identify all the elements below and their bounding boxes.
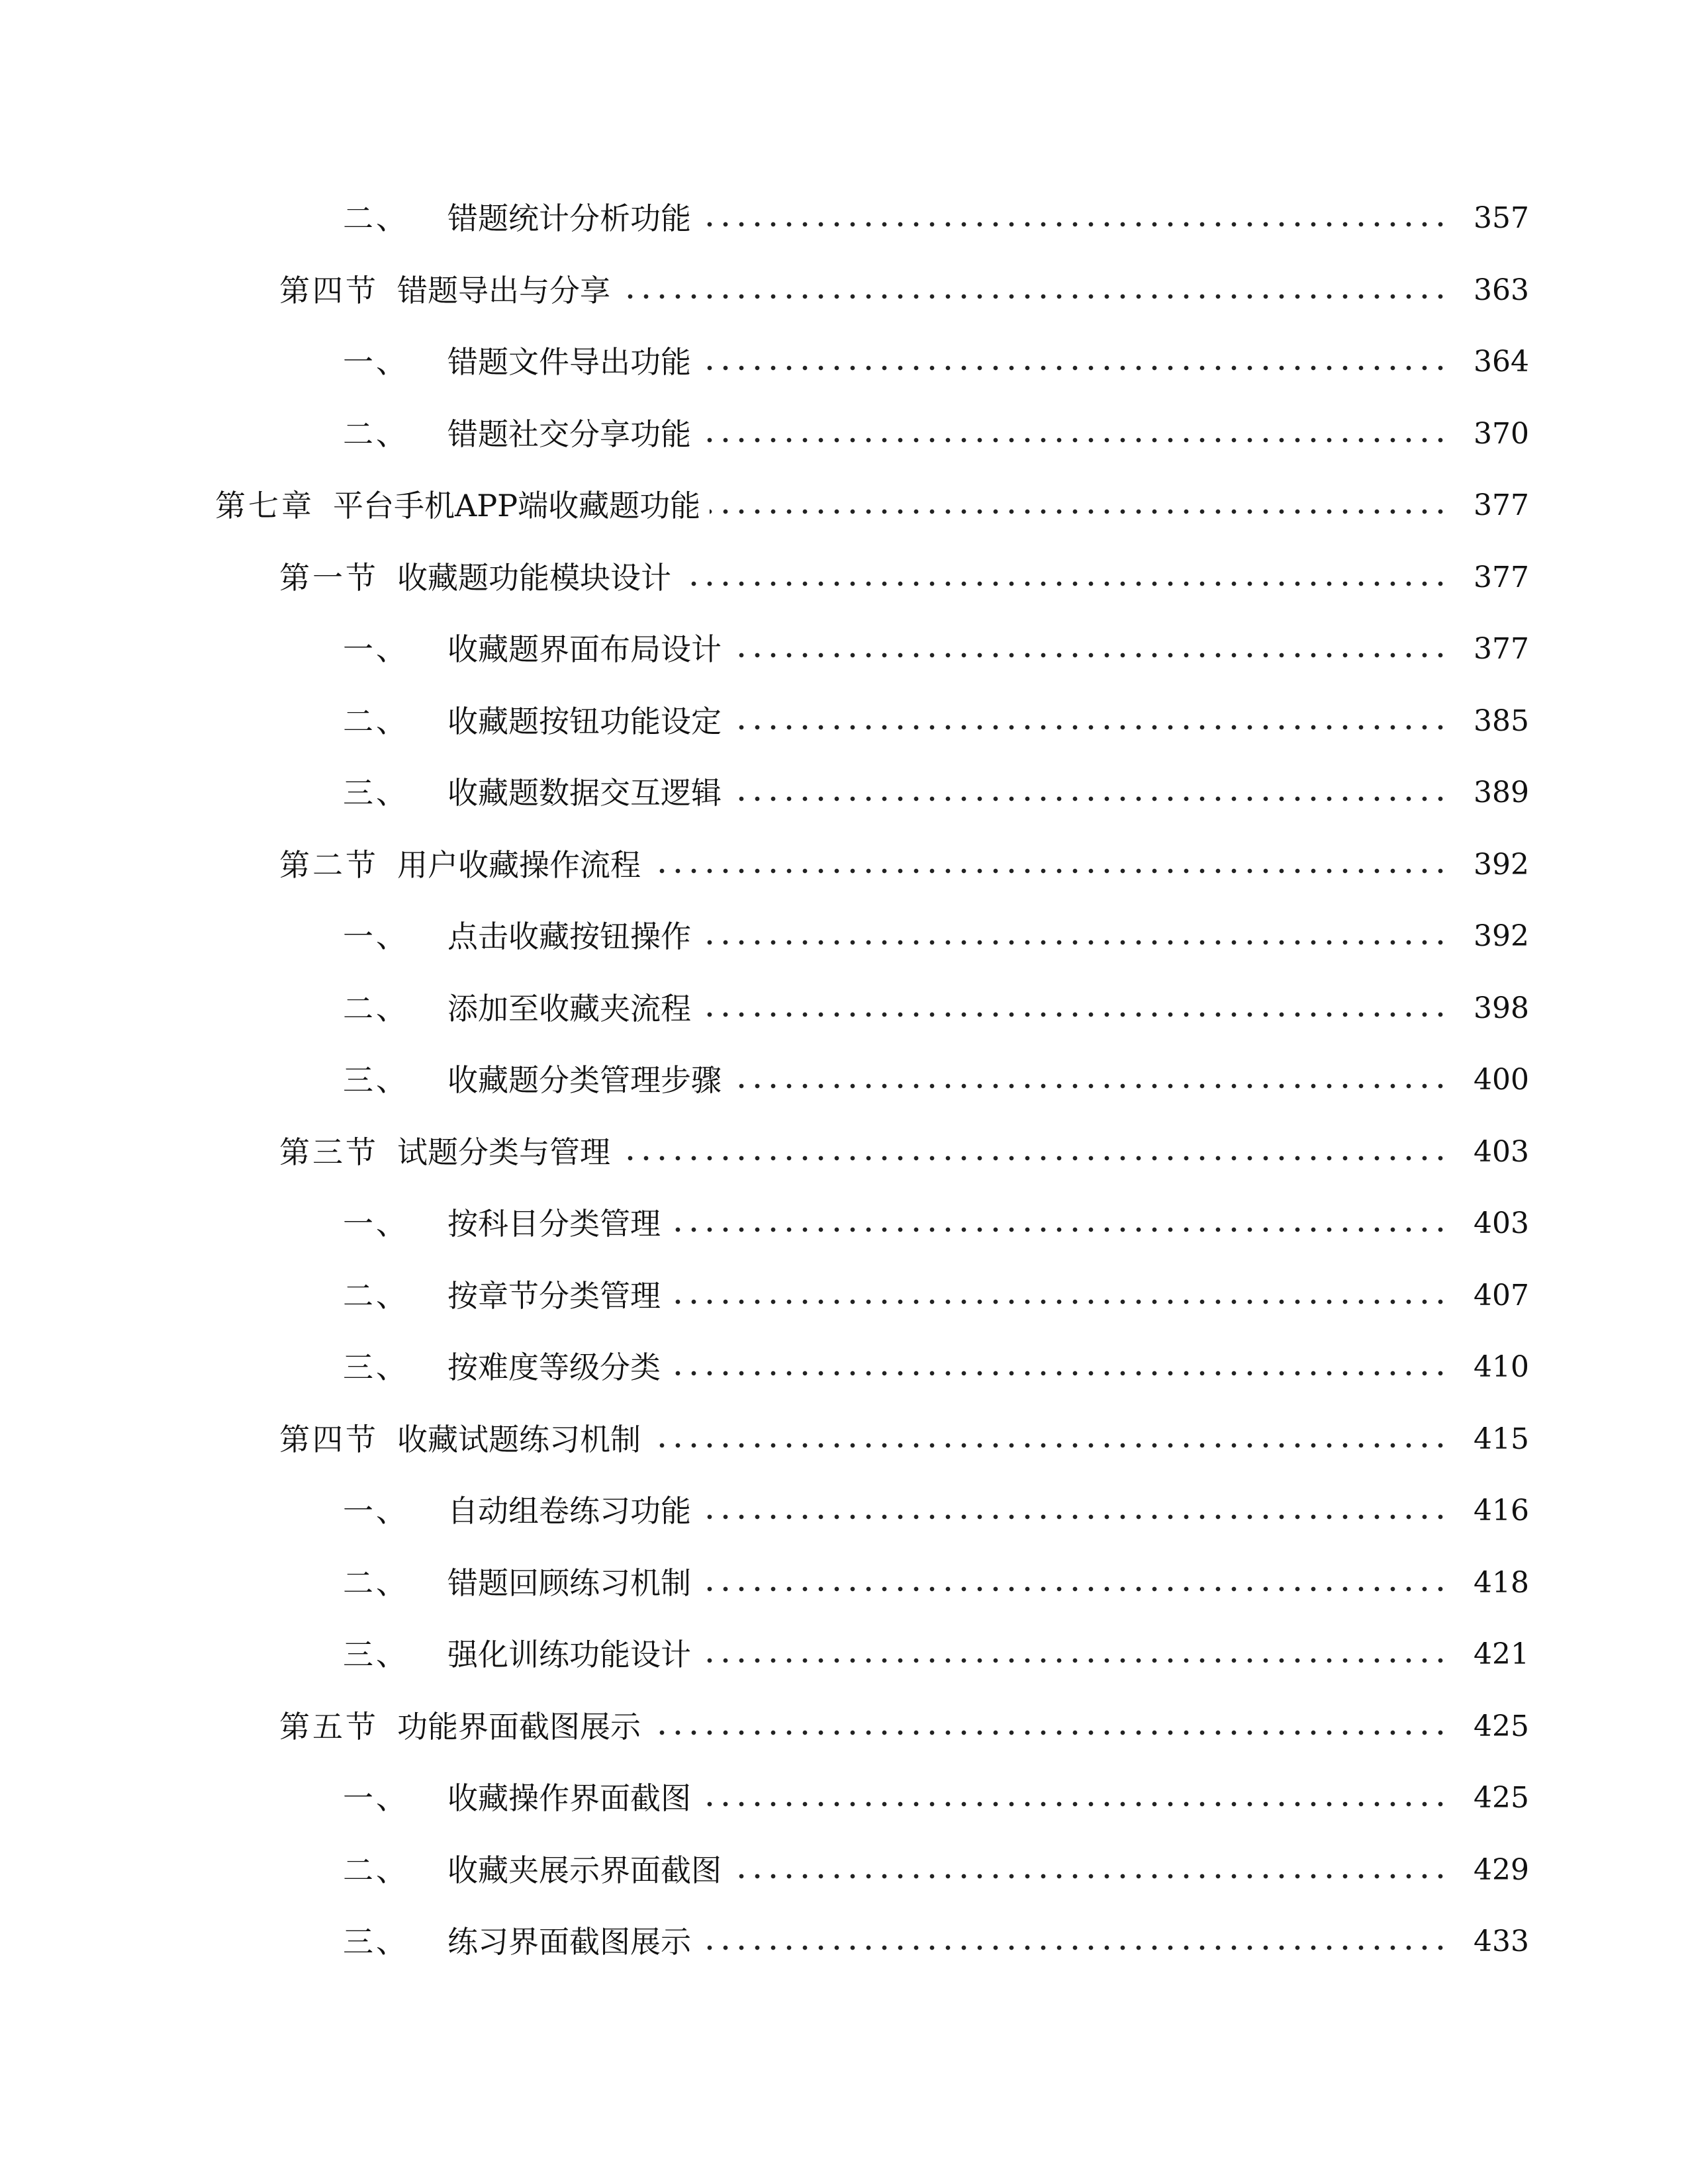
toc-entry-number: 一、 (343, 1780, 409, 1816)
toc-dot-leader (710, 479, 1448, 532)
toc-entry-title: 错题文件导出功能 (447, 344, 691, 380)
toc-entry-title: 试题分类与管理 (397, 1134, 610, 1170)
toc-entry-label (343, 766, 722, 819)
toc-entry[interactable] (0, 1700, 1688, 1753)
toc-entry[interactable] (0, 1197, 1688, 1250)
toc-entry[interactable] (0, 910, 1688, 963)
toc-page-number: 370 (1474, 416, 1529, 451)
toc-entry-label (343, 1772, 691, 1825)
toc-dot-leader (700, 336, 1448, 388)
toc-entry-title: 强化训练功能设计 (447, 1637, 691, 1672)
toc-entry-title: 错题统计分析功能 (447, 201, 691, 236)
toc-entry-number: 第三节 (279, 1134, 379, 1170)
toc-page-number: 429 (1474, 1852, 1529, 1887)
toc-page-number: 403 (1474, 1134, 1529, 1169)
toc-entry-number: 第四节 (279, 272, 379, 308)
toc-page-number: 433 (1474, 1925, 1529, 1958)
toc-entry[interactable] (0, 1915, 1688, 1968)
toc-entry-title: 功能界面截图展示 (397, 1708, 641, 1745)
toc-page-number: 416 (1474, 1494, 1529, 1527)
toc-dot-leader (700, 1915, 1448, 1968)
toc-entry-title: 平台手机APP端收藏题功能 (333, 488, 701, 523)
toc-entry[interactable] (0, 1557, 1688, 1610)
toc-entry[interactable] (0, 551, 1688, 604)
toc-entry-title: 收藏题分类管理步骤 (447, 1062, 722, 1098)
toc-dot-leader (731, 623, 1448, 676)
toc-entry-number: 三、 (343, 1924, 409, 1960)
toc-entry[interactable] (0, 479, 1688, 532)
toc-page-number: 421 (1474, 1637, 1529, 1671)
toc-entry[interactable] (0, 766, 1688, 819)
toc-entry-label (343, 982, 691, 1035)
toc-entry-number: 二、 (343, 990, 409, 1026)
toc-entry-title: 收藏夹展示界面截图 (447, 1852, 722, 1888)
toc-entry-number: 一、 (343, 1493, 409, 1529)
toc-entry[interactable] (0, 336, 1688, 388)
toc-entry-title: 收藏题界面布局设计 (447, 631, 722, 667)
toc-page-number: 377 (1474, 488, 1529, 522)
toc-dot-leader (700, 192, 1448, 245)
toc-entry-number: 一、 (343, 344, 409, 380)
toc-dot-leader (670, 1197, 1448, 1250)
toc-page-number: 377 (1474, 560, 1529, 594)
toc-page-number: 363 (1474, 273, 1529, 307)
toc-entry[interactable] (0, 695, 1688, 748)
toc-dot-leader (700, 1557, 1448, 1610)
toc-page-number: 364 (1474, 345, 1529, 379)
toc-dot-leader (700, 1772, 1448, 1825)
toc-entry-number: 三、 (343, 775, 409, 811)
toc-entry-title: 收藏题按钮功能设定 (447, 703, 722, 739)
toc-dot-leader (650, 1413, 1448, 1466)
toc-page-number: 410 (1474, 1350, 1529, 1384)
toc-entry-title: 添加至收藏夹流程 (447, 990, 691, 1026)
toc-page-number: 425 (1474, 1781, 1529, 1815)
toc-entry-title: 按难度等级分类 (447, 1349, 661, 1385)
toc-dot-leader (670, 1269, 1448, 1322)
toc-page-number: 425 (1474, 1709, 1529, 1743)
toc-entry-label (279, 1126, 610, 1179)
toc-entry-number: 二、 (343, 703, 409, 739)
toc-page-number: 407 (1474, 1278, 1529, 1312)
toc-dot-leader (731, 695, 1448, 748)
toc-entry[interactable] (0, 264, 1688, 317)
toc-entry-number: 三、 (343, 1637, 409, 1672)
toc-entry-number: 三、 (343, 1062, 409, 1098)
toc-entry-label (343, 1054, 722, 1107)
toc-entry[interactable] (0, 1772, 1688, 1825)
toc-entry-label (215, 479, 700, 532)
toc-dot-leader (670, 1341, 1448, 1394)
toc-dot-leader (731, 1054, 1448, 1107)
toc-dot-leader (650, 1700, 1448, 1753)
toc-page-number: 389 (1474, 776, 1529, 809)
toc-entry-label (279, 1413, 641, 1466)
toc-dot-leader (680, 551, 1448, 604)
toc-entry-title: 按章节分类管理 (447, 1277, 661, 1314)
toc-entry-label (343, 1844, 722, 1897)
toc-entry-title: 收藏试题练习机制 (397, 1421, 641, 1457)
toc-page-number: 418 (1474, 1565, 1529, 1600)
toc-entry-title: 错题社交分享功能 (447, 416, 691, 452)
toc-page-number: 357 (1474, 201, 1529, 235)
toc-entry[interactable] (0, 1628, 1688, 1681)
toc-entry[interactable] (0, 1054, 1688, 1107)
toc-entry[interactable] (0, 1341, 1688, 1394)
toc-entry[interactable] (0, 192, 1688, 245)
toc-dot-leader (700, 1628, 1448, 1681)
toc-entry-label (279, 264, 610, 317)
toc-entry[interactable] (0, 408, 1688, 461)
toc-dot-leader (620, 264, 1448, 317)
toc-entry-number: 第二节 (279, 846, 379, 883)
toc-entry-number: 二、 (343, 201, 409, 236)
toc-entry-label (343, 408, 691, 461)
toc-entry-label (343, 1197, 661, 1250)
toc-entry-title: 用户收藏操作流程 (397, 846, 641, 883)
toc-dot-leader (700, 910, 1448, 963)
toc-entry[interactable] (0, 1413, 1688, 1466)
toc-entry-number: 一、 (343, 1206, 409, 1242)
toc-dot-leader (700, 408, 1448, 461)
toc-dot-leader (620, 1126, 1448, 1179)
toc-entry-label (343, 623, 722, 676)
toc-entry-title: 收藏题数据交互逻辑 (447, 775, 722, 811)
toc-entry[interactable] (0, 1269, 1688, 1322)
toc-dot-leader (731, 766, 1448, 819)
toc-entry-title: 错题导出与分享 (397, 272, 610, 308)
toc-entry-number: 一、 (343, 631, 409, 667)
toc-entry-label (343, 336, 691, 388)
toc-entry-title: 练习界面截图展示 (447, 1924, 691, 1960)
toc-entry-label (343, 1341, 661, 1394)
toc-entry[interactable] (0, 1844, 1688, 1897)
toc-entry-label (279, 839, 641, 891)
toc-page-number: 398 (1474, 991, 1529, 1025)
toc-dot-leader (700, 1484, 1448, 1537)
toc-dot-leader (731, 1844, 1448, 1897)
toc-page-number: 385 (1474, 704, 1529, 738)
toc-page-number: 377 (1474, 632, 1529, 666)
toc-entry-label (343, 695, 722, 748)
toc-entry-label (279, 551, 671, 604)
toc-entry-title: 收藏操作界面截图 (447, 1780, 691, 1816)
toc-entry-label (343, 1628, 691, 1681)
toc-entry-number: 三、 (343, 1349, 409, 1385)
toc-entry-number: 第一节 (279, 559, 379, 596)
toc-entry-label (343, 1269, 661, 1322)
toc-entry-title: 收藏题功能模块设计 (397, 559, 671, 596)
toc-page-number: 403 (1474, 1206, 1529, 1240)
toc-entry-title: 自动组卷练习功能 (447, 1493, 691, 1529)
toc-entry-number: 第四节 (279, 1421, 379, 1457)
toc-entry-label (279, 1700, 641, 1753)
toc-entry-title: 错题回顾练习机制 (447, 1565, 691, 1601)
toc-entry-label (343, 1557, 691, 1610)
toc-page-number: 392 (1474, 919, 1529, 953)
toc-entry-label (343, 192, 691, 245)
toc-entry-title: 点击收藏按钮操作 (447, 919, 691, 954)
toc-entry-number: 二、 (343, 1565, 409, 1601)
toc-entry-number: 二、 (343, 416, 409, 452)
toc-entry[interactable] (0, 623, 1688, 676)
toc-entry[interactable] (0, 1126, 1688, 1179)
toc-entry-label (343, 910, 691, 963)
toc-entry-number: 第七章 (215, 488, 314, 523)
toc-entry-number: 一、 (343, 919, 409, 954)
toc-entry[interactable] (0, 1484, 1688, 1537)
toc-dot-leader (650, 839, 1448, 891)
toc-dot-leader (700, 982, 1448, 1035)
toc-entry[interactable] (0, 982, 1688, 1035)
toc-page-number: 400 (1474, 1063, 1529, 1097)
toc-entry-label (343, 1915, 691, 1968)
toc-page-number: 415 (1474, 1422, 1529, 1456)
toc-entry-number: 二、 (343, 1852, 409, 1888)
toc-entry-number: 二、 (343, 1277, 409, 1314)
toc-entry[interactable] (0, 839, 1688, 891)
toc-entry-number: 第五节 (279, 1708, 379, 1745)
toc-page-number: 392 (1474, 847, 1529, 882)
toc-entry-label (343, 1484, 691, 1537)
toc-entry-title: 按科目分类管理 (447, 1206, 661, 1242)
